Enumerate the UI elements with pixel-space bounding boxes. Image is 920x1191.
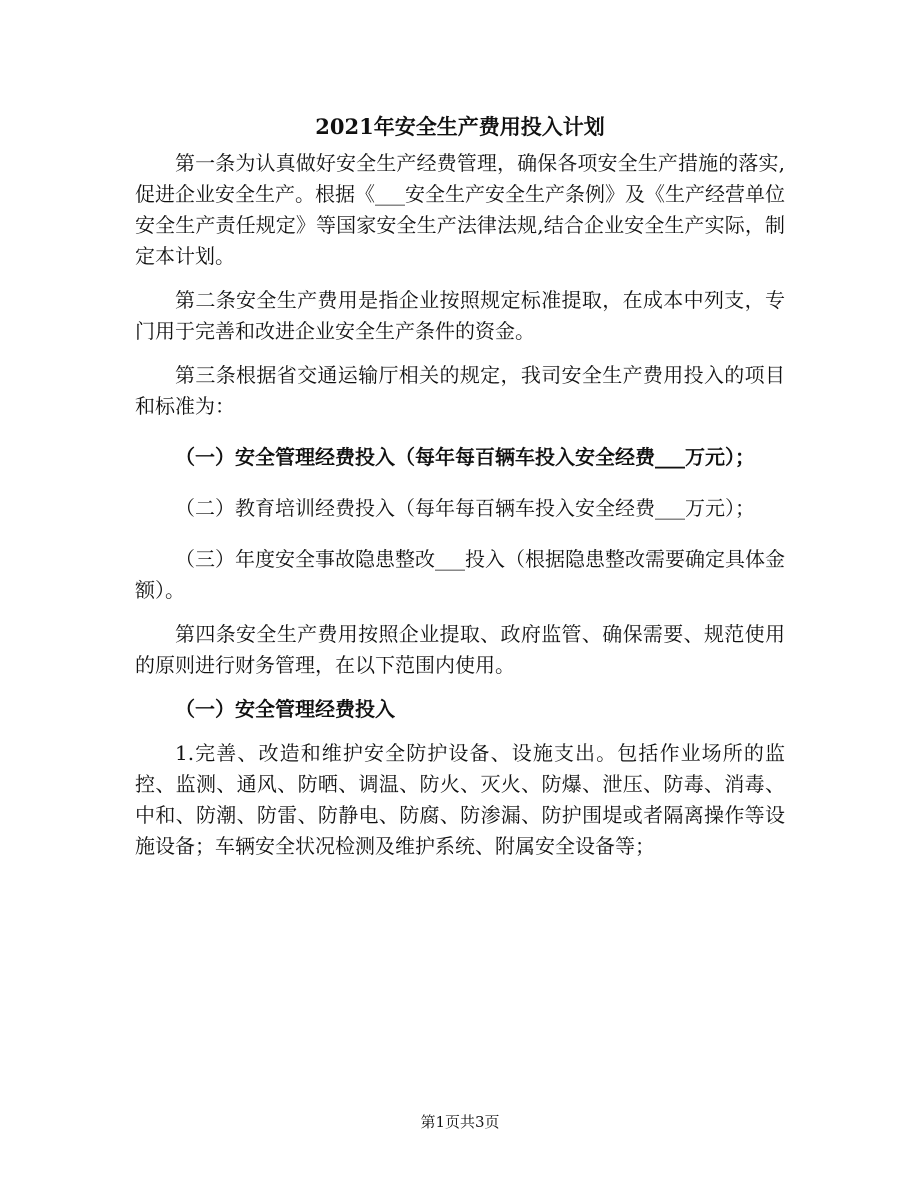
paragraph-article-1: 第一条为认真做好安全生产经费管理，确保各项安全生产措施的落实,促进企业安全生产。根据《___安全生产安全生产条例》及《生产经营单位安全生产责任规定》等国家安全生产法律法规,结合企业安全生产实际，制定本计划。 <box>135 151 785 268</box>
paragraph-item-training: （二）教育培训经费投入（每年每百辆车投入安全经费___万元）； <box>175 496 755 520</box>
page-footer: 第1页共3页 <box>420 1113 500 1131</box>
paragraph-article-2: 第二条安全生产费用是指企业按照规定标准提取，在成本中列支，专门用于完善和改进企业安全生产条件的资金。 <box>135 288 785 343</box>
paragraph-section-heading: （一）安全管理经费投入 <box>175 697 395 721</box>
paragraph-article-3: 第三条根据省交通运输厅相关的规定，我司安全生产费用投入的项目和标准为： <box>135 363 785 418</box>
paragraph-item-hazard-rectification: （三）年度安全事故隐患整改___投入（根据隐患整改需要确定具体金额）。 <box>135 547 785 602</box>
paragraph-article-4: 第四条安全生产费用按照企业提取、政府监管、确保需要、规范使用的原则进行财务管理，在以下范围内使用。 <box>135 622 785 677</box>
paragraph-clause-1: 1.完善、改造和维护安全防护设备、设施支出。包括作业场所的监控、监测、通风、防晒、调温、防火、灭火、防爆、泄压、防毒、消毒、中和、防潮、防雷、防静电、防腐、防渗漏、防护围堤或者隔离操作等设施设备；车辆安全状况检测及维护系统、附属安全设备等； <box>135 741 785 858</box>
document-title: 2021年安全生产费用投入计划 <box>315 114 605 139</box>
paragraph-item-safety-management: （一）安全管理经费投入（每年每百辆车投入安全经费___万元）； <box>175 445 755 469</box>
document-body <box>135 148 785 875</box>
